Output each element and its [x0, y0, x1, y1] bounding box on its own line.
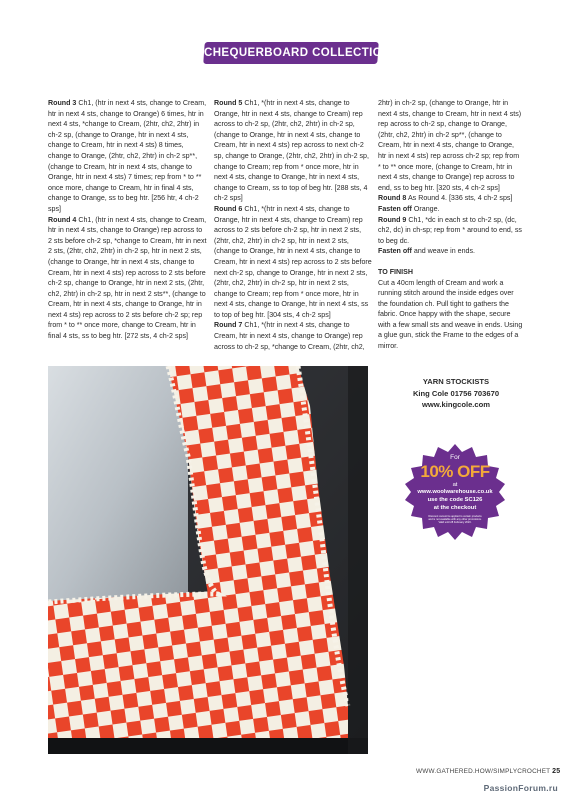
section-title: CHEQUERBOARD COLLECTION — [204, 47, 391, 59]
finish-text: Cut a 40cm length of Cream and work a running stitch around the inside edges over the foundation ch. Pull tight to gathers the fabric. Once happy with the shape, secure with a few small sts and weave in ends. Using a glue gun, stick the Frame to the edges of a mirror. — [378, 278, 523, 351]
round-9-text: Ch1, *dc in each st to ch-2 sp, (dc, ch2, dc) in ch-sp; rep from * around to end, ss to beg dc. — [378, 215, 522, 245]
round-9-label: Round 9 — [378, 215, 407, 224]
round-5-label: Round 5 — [214, 99, 243, 107]
fasten-off-final-text: and weave in ends. — [411, 247, 476, 256]
section-title-banner — [203, 42, 391, 64]
badge-at: at — [452, 482, 458, 488]
round-3-label: Round 3 — [48, 99, 77, 107]
stockists-website: www.kingcole.com — [421, 400, 491, 409]
finish-heading-paragraph — [378, 267, 523, 278]
pattern-column-2 — [214, 98, 372, 352]
crochet-frame-illustration — [48, 366, 368, 754]
finish-heading: TO FINISH — [378, 267, 413, 276]
round-5-text: Ch1, *(htr in next 4 sts, change to Orange, htr in next 4 sts, change to Cream) rep across to ch-2 sp, (2htr, ch2, 2htr) in ch-2 sp, (change to Orange, htr in next 4 sts, change to Cream, htr in next 4 sts) rep across to next ch-2 sp, change to Orange, (2htr, ch2, 2htr) in ch-2 sp, change to Cream; rep from * once more, htr in next 4 sts, change to Orange, htr in next 4 sts, change to Cream, ss to top of beg htr. [288 sts, 4 ch-2 sps] — [214, 99, 369, 203]
round-7-label: Round 7 — [214, 321, 243, 330]
round-6-text: Ch1, *(htr in next 4 sts, change to Orange, htr in next 4 sts, change to Cream) rep across to 2 sts before ch-2 sp, htr in next 2 sts, (2htr, ch2, 2htr) in ch-2 sp, htr in next 2 sts, (change to Orange, htr in next 4 sts, change to Cream, htr in next 4 sts) rep across to 2 sts before next ch-2 sp, change to Orange, htr in next 2 sts, (2htr, ch2, 2htr) in ch-2 sp, htr in next 2 sts, change to Cream; rep from * once more, htr in next 4 sts, change to Orange, htr in next 4 sts, ss to top of beg htr. [304 sts, 4 ch-2 sps] — [214, 204, 372, 319]
fasten-off-final-label: Fasten off — [378, 247, 412, 256]
badge-checkout: at the checkout — [433, 505, 477, 511]
page-footer — [416, 768, 560, 775]
round-7-paragraph — [214, 320, 372, 352]
footer-url: WWW.GATHERED.HOW/SIMPLYCROCHET — [416, 768, 551, 775]
stockists-heading: YARN STOCKISTS — [422, 377, 490, 386]
badge-discount: 10% OFF — [420, 462, 490, 481]
pattern-column-1 — [48, 98, 208, 342]
fasten-off-orange — [378, 204, 523, 215]
pattern-column-3 — [378, 98, 523, 352]
round-7-continued: 2htr) in ch-2 sp, (change to Orange, htr in next 4 sts, change to Cream, htr in next 4 sts) rep across to ch-2 sp, change to Orange, (2htr, ch2, 2htr) in ch-2 sp**, (change to Cream, htr in next 4 sts, change to Orange, htr in next 4 sts) rep across ch-2 sp; rep from * to ** once more, (change to Cream, htr in next 4 sts, change to Orange) rep across to end, ss to beg htr. [320 sts, 4 ch-2 sps] — [378, 99, 522, 192]
badge-code: use the code SC126 — [427, 497, 483, 503]
round-8-paragraph — [378, 193, 523, 204]
round-7-text: Ch1, *(htr in next 4 sts, change to Cream, htr in next 4 sts, change to Orange) rep across to ch-2 sp, *change to Cream, (2htr, ch2, — [214, 321, 365, 351]
round-8-label: Round 8 — [378, 194, 407, 203]
fasten-off-label: Fasten off — [378, 204, 412, 213]
round-5-paragraph — [214, 98, 372, 204]
watermark: PassionForum.ru — [483, 783, 558, 793]
fasten-off-text: Orange. — [411, 204, 440, 213]
round-8-text: As Round 4. [336 sts, 4 ch-2 sps] — [406, 194, 513, 203]
round-9-paragraph — [378, 215, 523, 247]
yarn-stockists — [396, 376, 516, 411]
discount-badge — [404, 444, 506, 540]
fasten-off-final — [378, 246, 523, 257]
round-4-paragraph — [48, 215, 208, 342]
badge-site: www.woolwarehouse.co.uk — [417, 489, 493, 495]
badge-for: For — [450, 454, 460, 461]
badge-terms: Discount cannot be applied to certain products and is not available with any other promotions. Valid until 28 February 2023. — [428, 515, 482, 525]
crochet-frame-photo — [48, 366, 368, 754]
round-3-paragraph — [48, 98, 208, 215]
round-4-text: Ch1, (htr in next 4 sts, change to Cream, htr in next 4 sts, change to Orange) rep across to 2 sts before ch-2 sp, *change to Cream, htr in next 2 sts, (2htr, ch2, 2htr) in ch-2 sp, htr in next 2 sts, (change to Orange, htr in next 4 sts, change to Cream, htr in next 4 sts) rep across to 2 sts before ch-2 sp, change to Orange, htr in next 2 sts, (2htr, ch2, 2htr) in ch-2 sp, htr in next 2 sts**, (change to Cream, htr in next 4 sts, change to Orange, htr in next 4 sts) rep across to 2 sts before ch-2 sp; rep from * to ** once more, change to Cream, htr in final 4 sts, ss to beg htr. [272 sts, 4 ch-2 sps] — [48, 215, 207, 341]
stockists-phone: King Cole 01756 703670 — [412, 388, 500, 398]
round-6-label: Round 6 — [214, 204, 243, 213]
round-4-label: Round 4 — [48, 215, 77, 224]
round-6-paragraph — [214, 204, 372, 321]
round-3-text: Ch1, (htr in next 4 sts, change to Cream, htr in next 4 sts, change to Orange) 6 times, htr in next 4 sts, *change to Cream, (2htr, ch2, 2htr) in ch-2 sp, (change to Orange, htr in next 4 sts, change to Cream, htr in next 4 sts) 8 times, change to Orange, (2htr, ch2, 2htr) in ch-2 sp**, (change to Cream, htr in next 4 sts, change to Orange, htr in next 4 sts) 7 times; rep from * to ** once more, change to Cream, htr in final 4 sts, change to Orange, ss to beg htr. [256 htr, 4 ch-2 sps] — [48, 99, 207, 213]
page-number: 25 — [552, 768, 561, 775]
